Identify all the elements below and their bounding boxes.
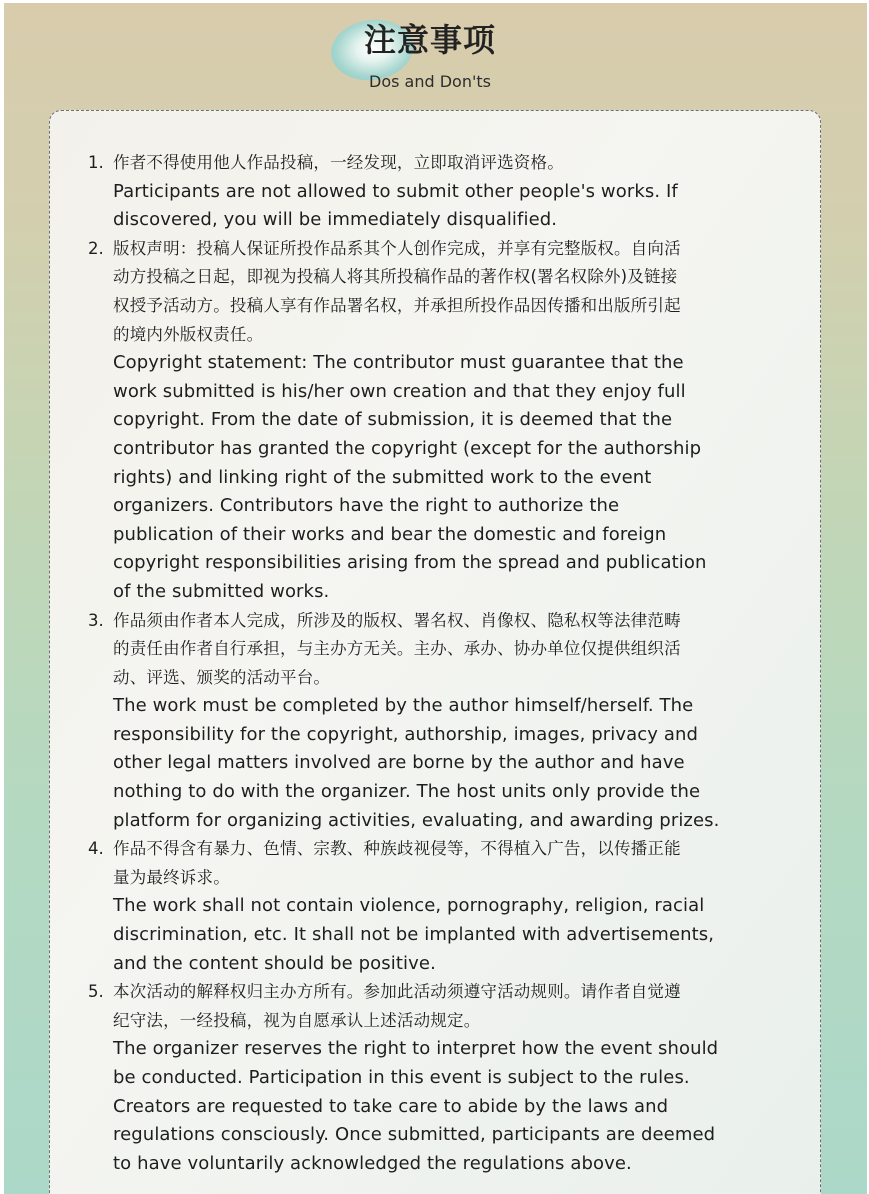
rule-en-line: of the submitted works. <box>113 580 330 602</box>
rule-text-cn <box>113 149 808 178</box>
rule-en-line: The organizer reserves the right to interpret how the event should <box>113 1038 719 1060</box>
rule-cn-line: 的责任由作者自行承担，与主办方无关。主办、承办、协办单位仅提供组织活 <box>113 639 681 659</box>
rule-en-line: Copyright statement: The contributor must guarantee that the <box>113 352 684 374</box>
rule-en-line: responsibility for the copyright, authorship, images, privacy and <box>113 723 699 745</box>
rule-en-line: The work must be completed by the author himself/herself. The <box>113 695 694 717</box>
rule-text-cn <box>113 835 808 892</box>
rule-text-en <box>113 349 808 606</box>
rule-cn-line: 作者不得使用他人作品投稿，一经发现，立即取消评选资格。 <box>113 153 564 172</box>
rule-number: 4. <box>88 839 104 859</box>
rule-cn-line: 量为最终诉求。 <box>113 867 230 887</box>
rule-text-en <box>113 692 808 835</box>
rule-text-cn <box>113 978 808 1035</box>
section-header <box>0 0 869 110</box>
rules-list <box>88 149 808 1178</box>
rule-cn-line: 版权声明：投稿人保证所投作品系其个人创作完成，并享有完整版权。自向活 <box>113 238 681 258</box>
rule-en-line: discrimination, etc. It shall not be implanted with advertisements, <box>113 924 715 946</box>
rule-number: 5. <box>88 982 104 1002</box>
rule-cn-line: 动方投稿之日起，即视为投稿人将其所投稿作品的著作权(署名权除外)及链接 <box>113 267 678 287</box>
rule-cn-line: 权授予活动方。投稿人享有作品署名权，并承担所投作品因传播和出版所引起 <box>113 295 681 315</box>
rule-cn-line: 作品须由作者本人完成，所涉及的版权、署名权、肖像权、隐私权等法律范畴 <box>113 610 681 630</box>
rule-text-cn <box>113 607 808 693</box>
rule-number: 1. <box>88 153 104 172</box>
rule-en-line: copyright responsibilities arising from the spread and publication <box>113 552 707 574</box>
rule-cn-line: 纪守法，一经投稿，视为自愿承认上述活动规定。 <box>113 1010 481 1030</box>
rule-en-line: and the content should be positive. <box>113 952 436 974</box>
rule-en-line: organizers. Contributors have the right to authorize the <box>113 495 620 517</box>
rule-item <box>88 149 808 235</box>
rule-cn-line: 本次活动的解释权归主办方所有。参加此活动须遵守活动规则。请作者自觉遵 <box>113 982 681 1002</box>
rule-item <box>88 235 808 607</box>
rule-number: 2. <box>88 238 104 258</box>
rule-en-line: nothing to do with the organizer. The host units only provide the <box>113 781 701 803</box>
rule-en-line: contributor has granted the copyright (except for the authorship <box>113 437 702 459</box>
rule-cn-line: 动、评选、颁奖的活动平台。 <box>113 667 331 687</box>
rule-item <box>88 607 808 836</box>
rule-en-line: publication of their works and bear the domestic and foreign <box>113 523 667 545</box>
rule-text-en <box>113 178 808 235</box>
rule-en-line: to have voluntarily acknowledged the regulations above. <box>113 1152 632 1174</box>
rule-en-line: The work shall not contain violence, pornography, religion, racial <box>113 895 705 917</box>
rule-en-line: work submitted is his/her own creation and that they enjoy full <box>113 380 686 402</box>
rule-item <box>88 835 808 978</box>
page-title: 注意事项 <box>364 21 497 59</box>
rule-number: 3. <box>88 610 104 630</box>
rule-cn-line: 的境内外版权责任。 <box>113 324 264 344</box>
rule-en-line: discovered, you will be immediately disqualified. <box>113 209 558 231</box>
rule-item <box>88 978 808 1178</box>
rule-en-line: copyright. From the date of submission, it is deemed that the <box>113 409 673 431</box>
rule-text-cn <box>113 235 808 349</box>
page-subtitle: Dos and Don'ts <box>369 72 491 91</box>
rule-en-line: regulations consciously. Once submitted, participants are deemed <box>113 1124 716 1146</box>
rule-cn-line: 作品不得含有暴力、色情、宗教、种族歧视侵等，不得植入广告，以传播正能 <box>113 839 681 859</box>
rule-en-line: other legal matters involved are borne by the author and have <box>113 752 685 774</box>
rule-en-line: rights) and linking right of the submitted work to the event <box>113 466 652 488</box>
rule-en-line: Creators are requested to take care to abide by the laws and <box>113 1095 669 1117</box>
rule-en-line: Participants are not allowed to submit other people's works. If <box>113 180 678 202</box>
rule-text-en <box>113 1035 808 1178</box>
rule-text-en <box>113 892 808 978</box>
rule-en-line: platform for organizing activities, evaluating, and awarding prizes. <box>113 809 720 831</box>
rule-en-line: be conducted. Participation in this event is subject to the rules. <box>113 1067 690 1088</box>
